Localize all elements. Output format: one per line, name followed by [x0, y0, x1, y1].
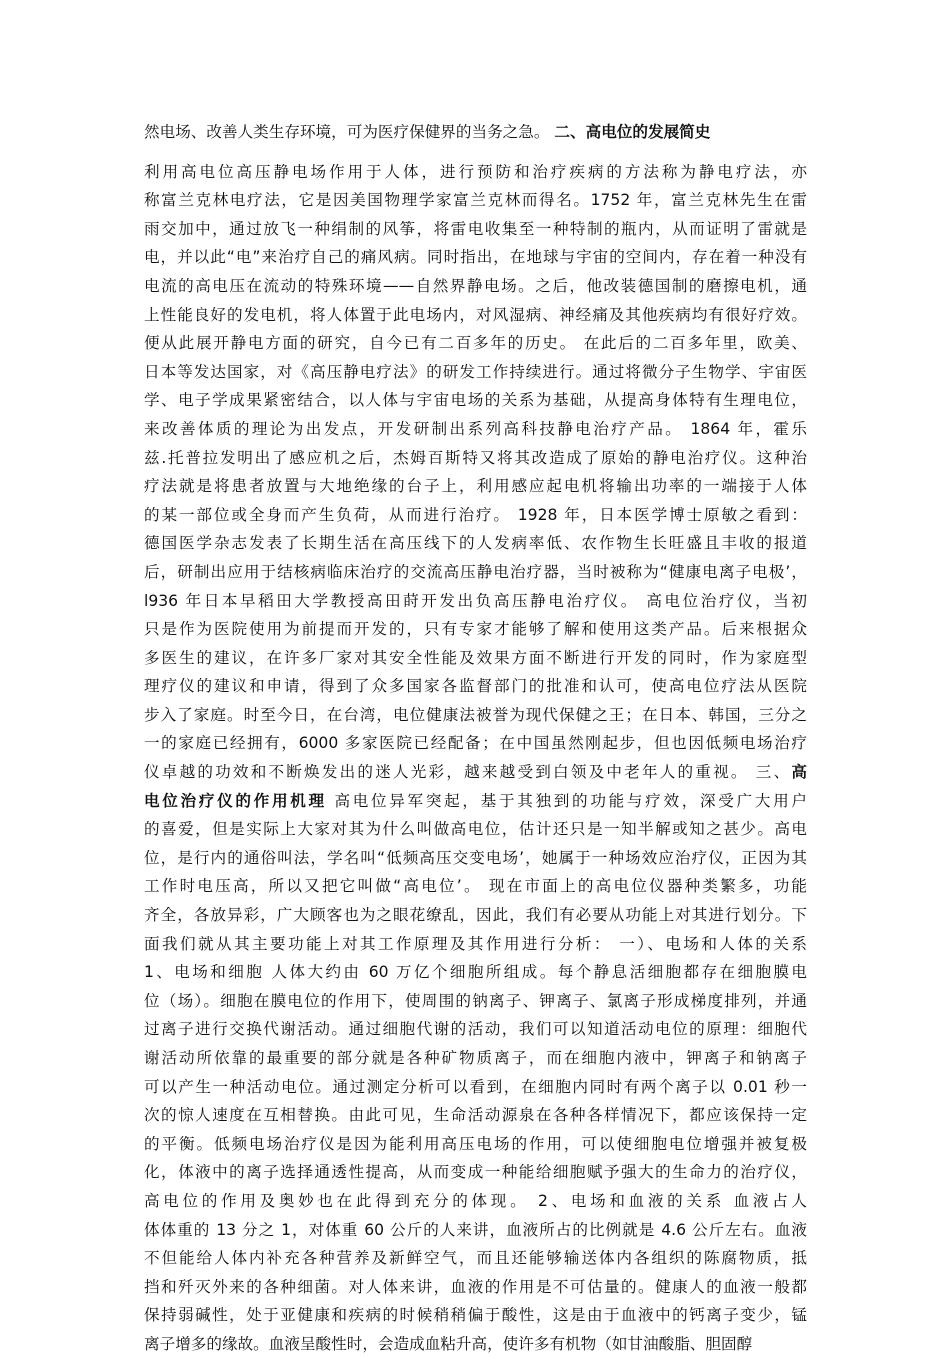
body-text: 谢活动所依靠的最重要的部分就是各种矿物质离子，而在细胞内液中，钾离子和钠离子	[144, 1049, 807, 1067]
text-line	[144, 358, 807, 387]
body-text: 多医生的建议，在许多厂家对其安全性能及效果方面不断进行开发的同时，作为家庭型	[144, 648, 807, 667]
text-line	[144, 272, 807, 301]
text-line	[144, 787, 807, 816]
text-line	[144, 701, 807, 730]
body-text: 后，研制出应用于结核病临床治疗的交流高压静电治疗器，当时被称为“健康电离子电极’，	[144, 562, 807, 581]
text-line	[144, 587, 807, 616]
paragraph-gap	[144, 147, 807, 158]
text-line	[144, 501, 807, 530]
text-line	[144, 1130, 807, 1159]
text-line	[144, 729, 807, 758]
text-line	[144, 815, 807, 844]
body-text: 只是作为医院使用为前提而开发的，只有专家才能够了解和使用这类产品。后来根据众	[144, 620, 807, 639]
body-text: 挡和歼灭外来的各种细菌。对人体来讲，血液的作用是不可估量的。健康人的血液一般都	[144, 1277, 807, 1296]
text-line	[144, 758, 807, 787]
body-text: 位，是行内的通俗叫法，学名叫“低频高压交变电场’，她属于一种场效应治疗仪，正因为其	[144, 848, 807, 867]
text-line	[144, 329, 807, 358]
text-line	[144, 472, 807, 501]
text-line	[144, 1244, 807, 1273]
text-line	[144, 958, 807, 987]
body-text: 仪卓越的功效和不断焕发出的迷人光彩，越来越受到白领及中老年人的重视。 三、	[144, 763, 792, 782]
text-line	[144, 1158, 807, 1187]
document-page	[144, 118, 807, 1359]
text-line	[144, 615, 807, 644]
text-line	[144, 987, 807, 1016]
body-text: 1、电场和细胞 人体大约由 60 万亿个细胞所组成。每个静息活细胞都存在细胞膜电	[144, 963, 807, 982]
text-line	[144, 301, 807, 330]
body-text: 高电位异军突起，基于其独到的功能与疗效，深受广大用户	[326, 791, 807, 810]
text-line	[144, 872, 807, 901]
text-line	[144, 1101, 807, 1130]
text-line	[144, 386, 807, 415]
body-text: 电流的高电压在流动的特殊环境——自然界静电场。之后，他改装德国制的磨擦电机，通	[144, 276, 807, 295]
body-text: 德国医学杂志发表了长期生活在高压线下的人发病率低、农作物生长旺盛且丰收的报道	[144, 534, 807, 553]
text-line	[144, 644, 807, 673]
text-line	[144, 1330, 807, 1359]
body-text: 齐全，各放异彩，广大顾客也为之眼花缭乱，因此，我们有必要从功能上对其进行划分。下	[144, 906, 807, 925]
text-line	[144, 444, 807, 473]
body-text: l936 年日本早稻田大学教授高田莳开发出负高压静电治疗仪。 高电位治疗仪，当初	[144, 591, 807, 610]
body-text: 称富兰克林电疗法，它是因美国物理学家富兰克林而得名。1752 年，富兰克林先生在雷	[144, 191, 807, 210]
body-text: 的喜爱，但是实际上大家对其为什么叫做高电位，估计还只是一知半解或知之甚少。高电	[144, 820, 807, 839]
body-text: 位（场）。细胞在膜电位的作用下，使周围的钠离子、钾离子、氯离子形成梯度排列，并通	[144, 991, 807, 1010]
text-line	[144, 1301, 807, 1330]
text-line	[144, 1216, 807, 1245]
bold-heading-text: 电位治疗仪的作用机理	[144, 791, 327, 810]
body-text: 不但能给人体内补充各种营养及新鲜空气，而且还能够输送体内各组织的陈腐物质，抵	[144, 1249, 807, 1268]
text-line	[144, 186, 807, 215]
body-text: 便从此展开静电方面的研究，自今已有二百多年的历史。 在此后的二百多年里，欧美、	[144, 334, 807, 353]
text-line	[144, 1273, 807, 1302]
body-text: 日本等发达国家，对《高压静电疗法》的研发工作持续进行。通过将微分子生物学、宇宙医	[144, 362, 807, 381]
body-text: 兹.托普拉发明出了感应机之后，杰姆百斯特又将其改造成了原始的静电治疗仪。这种治	[144, 448, 807, 467]
body-text: 步入了家庭。时至今日，在台湾，电位健康法被誉为现代保健之王；在日本、韩国，三分之	[144, 705, 807, 724]
body-text: 可以产生一种活动电位。通过测定分析可以看到，在细胞内同时有两个离子以 0.01 秒一	[144, 1077, 807, 1096]
text-line	[144, 118, 807, 147]
body-text: 利用高电位高压静电场作用于人体，进行预防和治疗疾病的方法称为静电疗法，亦	[144, 162, 807, 181]
body-text: 的某一部位或全身而产生负荷，从而进行治疗。 1928 年，日本医学博士原敏之看到：	[144, 505, 807, 524]
text-line	[144, 930, 807, 959]
body-text: 离子增多的缘故。血液呈酸性时，会造成血粘升高，使许多有机物（如甘油酸脂、胆固醇	[144, 1334, 753, 1353]
body-text: 然电场、改善人类生存环境，可为医疗保健界的当务之急。	[144, 123, 555, 141]
body-text: 疗法就是将患者放置与大地绝缘的台子上，利用感应起电机将输出功率的一端接于人体	[144, 477, 807, 496]
text-line	[144, 1073, 807, 1102]
body-text: 的平衡。低频电场治疗仪是因为能利用高压电场的作用，可以使细胞电位增强并被复极	[144, 1134, 807, 1153]
text-line	[144, 844, 807, 873]
body-text: 理疗仪的建议和申请，得到了众多国家各监督部门的批准和认可，使高电位疗法从医院	[144, 677, 807, 696]
bold-heading-text: 高	[791, 763, 807, 782]
body-text: 工作时电压高，所以又把它叫做“高电位’。 现在市面上的高电位仪器种类繁多，功能	[144, 877, 807, 896]
body-text: 学、电子学成果紧密结合，以人体与宇宙电场的关系为基础，从提高身体特有生理电位，	[144, 391, 807, 410]
body-text: 一的家庭已经拥有，6000 多家医院已经配备；在中国虽然刚起步，但也因低频电场治疗	[144, 734, 807, 753]
body-text: 来改善体质的理论为出发点，开发研制出系列高科技静电治疗产品。 1864 年，霍乐	[144, 419, 807, 438]
text-line	[144, 1187, 807, 1216]
text-line	[144, 415, 807, 444]
body-text: 上性能良好的发电机，将人体置于此电场内，对风湿病、神经痛及其他疾病均有很好疗效。	[144, 305, 807, 324]
text-line	[144, 901, 807, 930]
body-text: 高电位的作用及奥妙也在此得到充分的体现。 2、电场和血液的关系 血液占人	[144, 1191, 807, 1210]
body-text: 电，并以此“电”来治疗自己的痛风病。同时指出，在地球与宇宙的空间内，存在着一种没有	[144, 248, 807, 267]
body-text: 化，体液中的离子选择通透性提高，从而变成一种能给细胞赋予强大的生命力的治疗仪，	[144, 1163, 807, 1182]
bold-heading-text: 二、高电位的发展简史	[554, 123, 711, 141]
text-line	[144, 529, 807, 558]
text-line	[144, 215, 807, 244]
text-line	[144, 672, 807, 701]
text-line	[144, 1015, 807, 1044]
body-text: 面我们就从其主要功能上对其工作原理及其作用进行分析： 一）、电场和人体的关系	[144, 934, 807, 953]
body-text: 雨交加中，通过放飞一种绢制的风筝，将雷电收集至一种特制的瓶内，从而证明了雷就是	[144, 219, 807, 238]
body-text: 保持弱碱性，处于亚健康和疾病的时候稍稍偏于酸性，这是由于血液中的钙离子变少，锰	[144, 1306, 807, 1325]
body-text: 体体重的 13 分之 1，对体重 60 公斤的人来讲，血液所占的比例就是 4.6 公斤左右。血液	[144, 1220, 807, 1239]
text-line	[144, 243, 807, 272]
text-line	[144, 158, 807, 187]
body-text: 过离子进行交换代谢活动。通过细胞代谢的活动，我们可以知道活动电位的原理：细胞代	[144, 1020, 807, 1039]
text-line	[144, 1044, 807, 1073]
body-text: 次的惊人速度在互相替换。由此可见，生命活动源泉在各种各样情况下，都应该保持一定	[144, 1106, 807, 1125]
text-line	[144, 558, 807, 587]
